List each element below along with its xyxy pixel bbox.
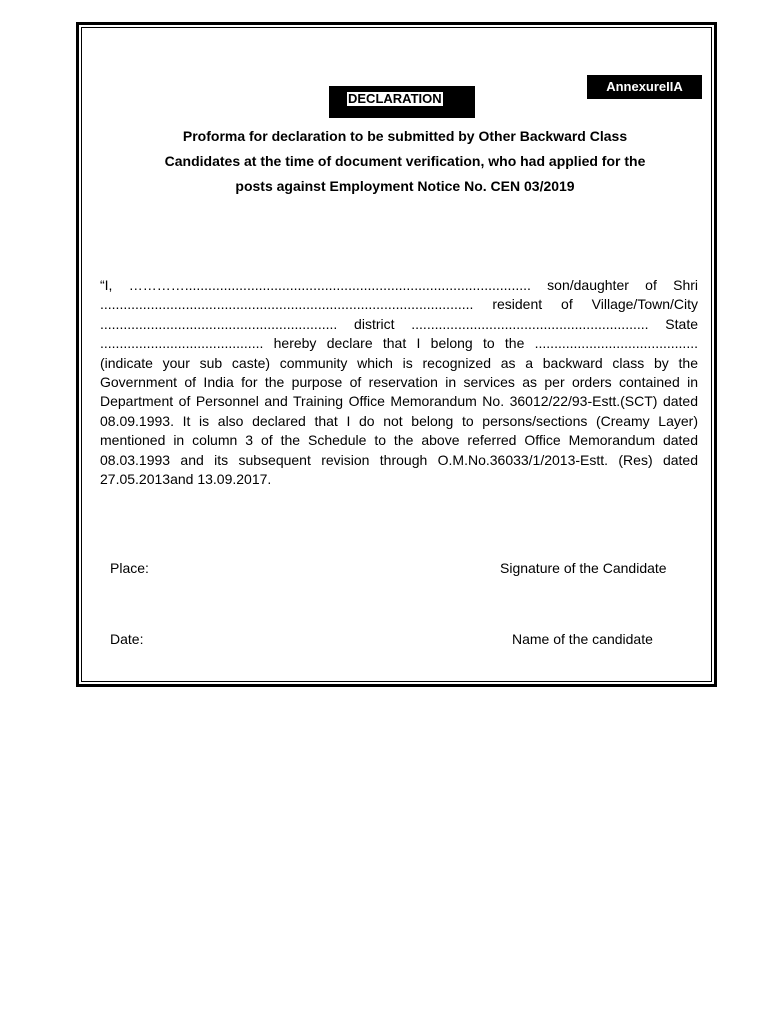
body-line: “I, …………......................................................................................... son/daughter of Shri (100, 277, 698, 293)
signature-label: Signature of the Candidate (500, 560, 667, 576)
annexure-badge: AnnexureIIA (587, 75, 702, 99)
body-line: mentioned in column 3 of the Schedule to the above referred Office Memorandum dated (100, 432, 698, 449)
body-line: 27.05.2013and 13.09.2017. (100, 470, 272, 487)
candidate-name-label: Name of the candidate (512, 631, 653, 647)
proforma-line-2: Candidates at the time of document verification, who had applied for the (164, 153, 646, 169)
proforma-line-3: posts against Employment Notice No. CEN 03/2019 (235, 178, 575, 194)
body-line: 08.03.1993 and its subsequent revision through O.M.No.36033/1/2013-Estt. (Res) dated (100, 451, 698, 468)
declaration-title-box (329, 86, 475, 118)
body-line: 08.09.1993. It is also declared that I do not belong to persons/sections (Creamy Layer) (100, 412, 698, 429)
proforma-line-1: Proforma for declaration to be submitted by Other Backward Class (182, 128, 628, 144)
body-line: ............................................................. district ............................................................. State (100, 315, 698, 332)
body-line: ................................................................................................ resident of Village/Town/City (100, 296, 698, 313)
declaration-body (100, 276, 698, 489)
place-label: Place: (110, 560, 149, 576)
body-line: Department of Personnel and Training Office Memorandum No. 36012/22/93-Estt.(SCT) dated (100, 393, 698, 410)
declaration-title: DECLARATION (348, 91, 442, 106)
body-line: Government of India for the purpose of reservation in services as per orders contained in (100, 373, 698, 390)
date-label: Date: (110, 631, 144, 647)
body-line: .......................................... hereby declare that I belong to the .......................................... (100, 335, 698, 352)
body-line: (indicate your sub caste) community which is recognized as a backward class by the (100, 354, 698, 371)
